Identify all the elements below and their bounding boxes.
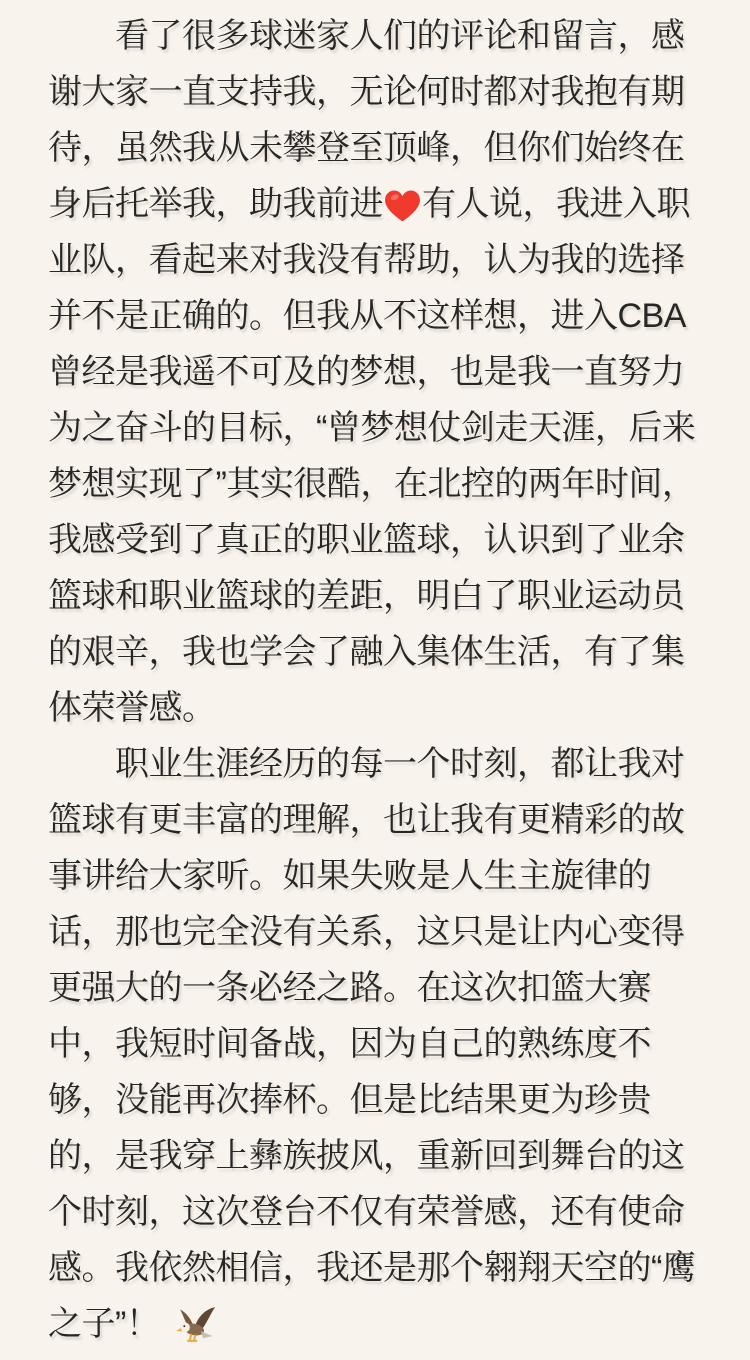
text-line: 为之奋斗的目标，“曾梦想仗剑走天涯，后来 [48,409,696,447]
text-line: 身后托举我，助我前进 有人说，我进入职 [48,185,690,223]
text-line: 够，没能再次捧杯。但是比结果更为珍贵 [48,1081,651,1119]
paragraph [48,8,710,736]
text-line: 感。我依然相信，我还是那个翱翔天空的“鹰 [48,1249,696,1287]
text-line: 谢大家一直支持我，无论何时都对我抱有期 [48,73,685,111]
text-line: 话，那也完全没有关系，这只是让内心变得 [48,913,685,951]
text-line: 待，虽然我从未攀登至顶峰，但你们始终在 [48,129,685,167]
text-line: 体荣誉感。 [48,689,216,727]
text-line: 业队，看起来对我没有帮助，认为我的选择 [48,241,685,279]
text-line: 之子”！ [48,1296,710,1352]
eagle-icon [172,1305,218,1347]
text-line: 梦想实现了”其实很酷，在北控的两年时间， [48,465,696,503]
text-line: 篮球和职业篮球的差距，明白了职业运动员 [48,577,685,615]
text-line: 更强大的一条必经之路。在这次扣篮大赛 [48,969,651,1007]
text-line: 的，是我穿上彝族披风，重新回到舞台的这 [48,1137,685,1175]
text-line: 中，我短时间备战，因为自己的熟练度不 [48,1025,651,1063]
text-line: 曾经是我遥不可及的梦想，也是我一直努力 [48,353,685,391]
text-line: 篮球有更丰富的理解，也让我有更精彩的故 [48,801,685,839]
text-line: 并不是正确的。但我从不这样想，进入CBA [48,297,686,335]
paragraph [48,736,710,1352]
text-line: 事讲给大家听。如果失败是人生主旋律的 [48,857,651,895]
text-line: 看了很多球迷家人们的评论和留言，感 [48,17,685,55]
text-line: 的艰辛，我也学会了融入集体生活，有了集 [48,633,685,671]
red-heart-icon [384,189,421,223]
text-line: 个时刻，这次登台不仅有荣誉感，还有使命 [48,1193,685,1231]
text-line: 职业生涯经历的每一个时刻，都让我对 [48,745,685,783]
text-line: 我感受到了真正的职业篮球，认识到了业余 [48,521,685,559]
